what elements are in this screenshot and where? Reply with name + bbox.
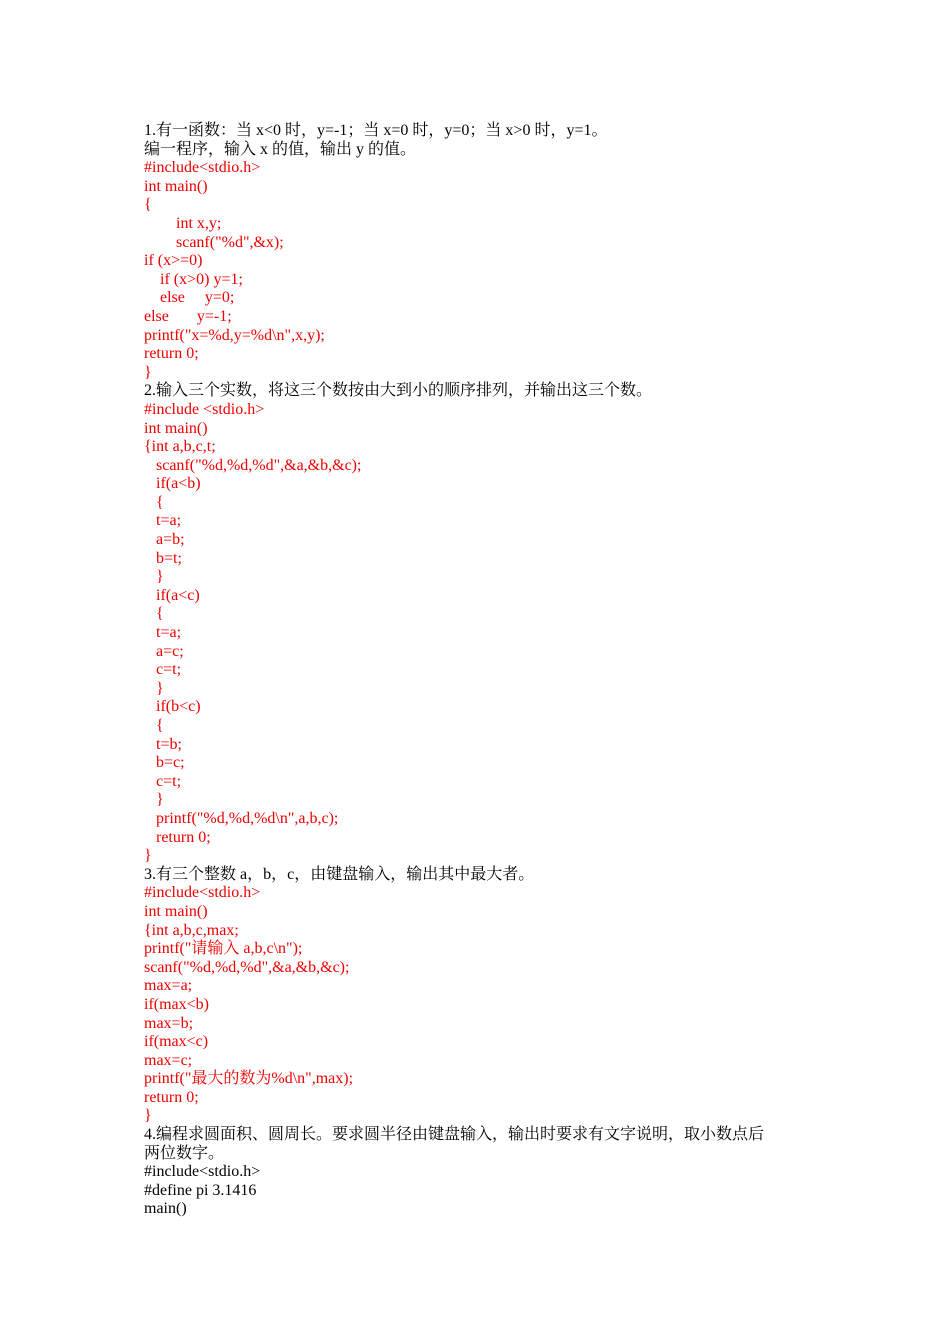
document-line: max=c; xyxy=(144,1051,193,1069)
document-line: {int a,b,c,t; xyxy=(144,438,216,456)
document-line: main() xyxy=(144,1200,187,1218)
document-line: scanf("%d",&x); xyxy=(144,233,284,251)
document-line: { xyxy=(144,605,164,623)
document-line: else y=0; xyxy=(144,289,235,307)
document-line: a=b; xyxy=(144,531,185,549)
document-line: } xyxy=(144,363,152,381)
document-line: {int a,b,c,max; xyxy=(144,921,239,939)
document-line: if(b<c) xyxy=(144,698,201,716)
document-line: 编一程序，输入 x 的值，输出 y 的值。 xyxy=(144,140,417,158)
document-line: 1.有一函数：当 x<0 时，y=-1；当 x=0 时，y=0；当 x>0 时，y=1。 xyxy=(144,122,608,139)
document-line: #include<stdio.h> xyxy=(144,159,261,177)
document-line: int x,y; xyxy=(144,214,222,232)
document-line: #include <stdio.h> xyxy=(144,400,265,418)
document-line: { xyxy=(144,196,152,214)
document-line: } xyxy=(144,679,164,697)
document-line: c=t; xyxy=(144,772,182,790)
document-line: { xyxy=(144,493,164,511)
document-line: if(a<c) xyxy=(144,586,200,604)
document-line: int main() xyxy=(144,419,208,437)
document-line: } xyxy=(144,568,164,586)
document-line: #include<stdio.h> xyxy=(144,1163,261,1181)
document-body xyxy=(144,122,824,1219)
document-line: 3.有三个整数 a，b，c，由键盘输入，输出其中最大者。 xyxy=(144,865,535,883)
document-line: 4.编程求圆面积、圆周长。要求圆半径由键盘输入，输出时要求有文字说明，取小数点后 xyxy=(144,1126,765,1144)
document-line: max=a; xyxy=(144,977,193,995)
document-line: t=a; xyxy=(144,624,182,642)
document-line: #define pi 3.1416 xyxy=(144,1181,257,1199)
document-line: return 0; xyxy=(144,828,211,846)
document-line: printf("请输入 a,b,c\n"); xyxy=(144,940,303,958)
document-line: int main() xyxy=(144,902,208,920)
document-line: printf("%d,%d,%d\n",a,b,c); xyxy=(144,809,339,827)
document-line: if(max<b) xyxy=(144,995,209,1013)
document-line: printf("x=%d,y=%d\n",x,y); xyxy=(144,326,325,344)
document-line: int main() xyxy=(144,177,208,195)
document-line: } xyxy=(144,1107,152,1125)
document-line: b=c; xyxy=(144,754,185,772)
document-line: } xyxy=(144,791,164,809)
document-line: if(max<c) xyxy=(144,1033,209,1051)
document-line: 2.输入三个实数，将这三个数按由大到小的顺序排列，并输出这三个数。 xyxy=(144,382,653,400)
document-line: if (x>0) y=1; xyxy=(144,270,243,288)
document-line: c=t; xyxy=(144,661,182,679)
document-line: if(a<b) xyxy=(144,475,201,493)
document-line: t=b; xyxy=(144,735,182,753)
document-line: a=c; xyxy=(144,642,184,660)
document-line: printf("最大的数为%d\n",max); xyxy=(144,1070,354,1088)
document-line: scanf("%d,%d,%d",&a,&b,&c); xyxy=(144,958,350,976)
document-line: { xyxy=(144,717,164,734)
document-line: else y=-1; xyxy=(144,307,232,325)
document-line: return 0; xyxy=(144,345,199,363)
document-line: max=b; xyxy=(144,1014,194,1032)
document-line: return 0; xyxy=(144,1088,199,1106)
document-line: 两位数字。 xyxy=(144,1144,225,1162)
document-line: b=t; xyxy=(144,549,182,567)
document-line: t=a; xyxy=(144,512,182,530)
document-line: if (x>=0) xyxy=(144,252,203,270)
document-line: scanf("%d,%d,%d",&a,&b,&c); xyxy=(144,456,362,474)
document-line: } xyxy=(144,847,152,865)
document-line: #include<stdio.h> xyxy=(144,884,261,902)
